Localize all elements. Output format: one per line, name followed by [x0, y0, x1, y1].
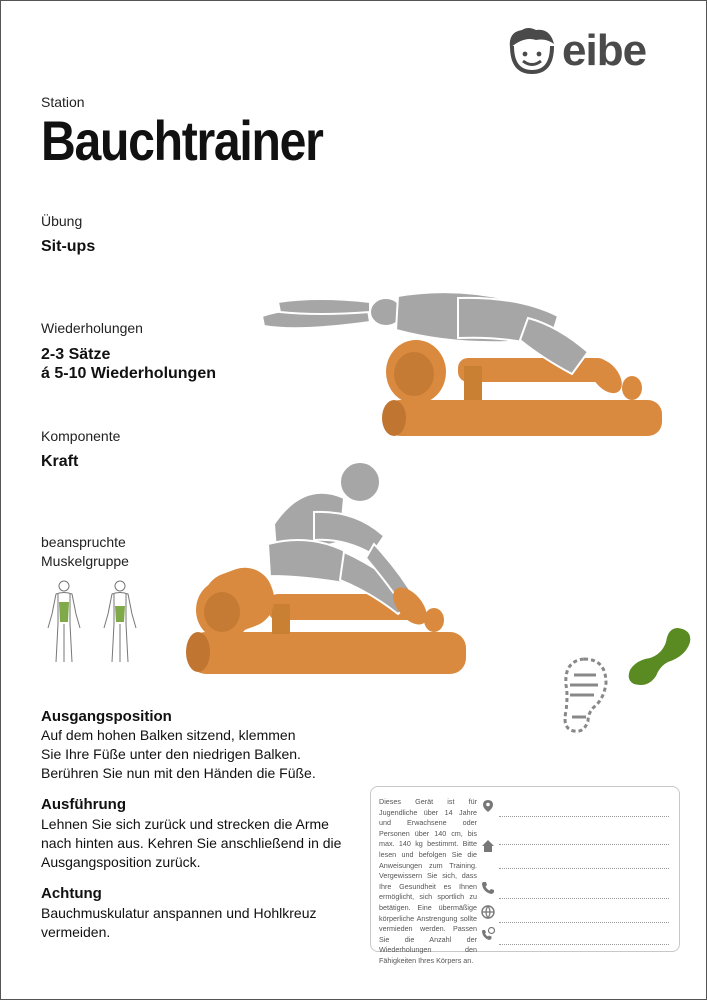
safety-notice-text: Dieses Gerät ist für Jugendliche über 14 Jahre und Erwachsene oder Personen über 140 cm, bis max. 140 kg bestimmt. Bitte lesen und befolgen Sie die Anweisungen zum Training. Vergewissern Sie sich, dass Ihre Gesundheit es Ihnen ermöglicht, sich sportlich zu betätigen. Eine übermäßige körperliche Anstrengung sollte vermieden werden. Passen Sie die Anzahl der Wiederholungen den Fähigkeiten Ihres Körpers an.: [379, 797, 477, 965]
front-abs-highlight: [59, 602, 69, 622]
phone-fill-line: [499, 898, 669, 899]
start-position-text-line2: Sie Ihre Füße unter den niedrigen Balken.: [41, 746, 301, 762]
phone-line: [481, 879, 669, 899]
execution-text-line2: nach hinten aus. Kehren Sie anschließend in die: [41, 835, 342, 851]
phone-icon: [481, 881, 495, 895]
repetitions-value-line1: 2-3 Sätze: [41, 346, 111, 363]
bare-foot-print-icon: [624, 624, 694, 688]
situp-extended-illustration: [258, 282, 668, 442]
info-box: [370, 786, 680, 965]
repetitions-label: Wiederholungen: [41, 320, 143, 336]
emergency-fill-line: [499, 944, 669, 945]
muscle-group-label-line1: beanspruchte: [41, 534, 126, 550]
muscle-group-label-line2: Muskelgruppe: [41, 553, 129, 569]
caution-text-line2: vermeiden.: [41, 924, 111, 940]
repetitions-value-line2: á 5-10 Wiederholungen: [41, 365, 216, 382]
caution-heading: Achtung: [41, 885, 102, 902]
logo-wordmark: eibe: [562, 26, 647, 75]
page-title: Bauchtrainer: [41, 109, 323, 172]
exercise-label: Übung: [41, 213, 83, 229]
address-fill-line-1: [499, 844, 669, 845]
address-line: [481, 837, 669, 857]
website-line: [481, 903, 669, 923]
start-position-text-line1: Auf dem hohen Balken sitzend, klemmen: [41, 727, 296, 743]
back-core-highlight: [115, 606, 125, 622]
exercise-value: Sit-ups: [41, 238, 96, 255]
globe-icon: [481, 905, 495, 919]
start-position-text-line3: Berühren Sie nun mit den Händen die Füße.: [41, 765, 316, 781]
address-fill-line-2: [499, 868, 669, 869]
muscle-group-diagram: [40, 578, 150, 666]
mascot-face-icon: [506, 26, 558, 76]
component-label: Komponente: [41, 428, 121, 444]
location-line: [481, 797, 669, 817]
station-label: Station: [41, 94, 85, 110]
start-position-heading: Ausgangsposition: [41, 708, 172, 725]
location-icon: [481, 799, 495, 813]
emergency-phone-icon: [481, 927, 495, 941]
website-fill-line: [499, 922, 669, 923]
caution-text-line1: Bauchmuskulatur anspannen und Hohlkreuz: [41, 905, 317, 921]
component-value: Kraft: [41, 453, 79, 470]
shoe-print-icon: [554, 655, 614, 735]
location-fill-line: [499, 816, 669, 817]
situp-start-illustration: [184, 460, 474, 680]
execution-text-line3: Ausgangsposition zurück.: [41, 854, 201, 870]
execution-heading: Ausführung: [41, 796, 126, 813]
eibe-logo: [506, 24, 682, 80]
home-icon: [481, 839, 495, 853]
execution-text-line1: Lehnen Sie sich zurück und strecken die Arme: [41, 816, 329, 832]
emergency-line: [481, 925, 669, 945]
